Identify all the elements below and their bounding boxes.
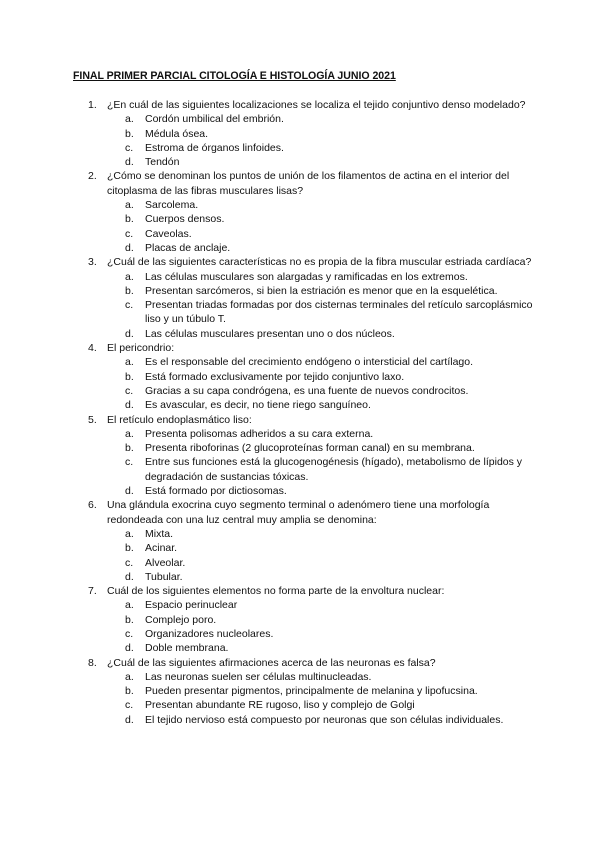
answer-option — [107, 698, 540, 712]
question-number: 4. — [88, 342, 97, 355]
option-letter: a. — [125, 527, 134, 540]
option-letter: c. — [125, 699, 134, 712]
option-list — [107, 270, 540, 341]
question-number: 7. — [88, 585, 97, 598]
option-text: Alveolar. — [145, 556, 186, 569]
answer-option — [107, 127, 540, 141]
question-number: 3. — [88, 256, 97, 269]
answer-option — [107, 398, 540, 412]
option-letter: b. — [125, 685, 134, 698]
answer-option — [107, 355, 540, 369]
option-letter: a. — [125, 270, 134, 283]
option-letter: b. — [125, 284, 134, 297]
option-text: Placas de anclaje. — [145, 241, 231, 254]
answer-option — [107, 284, 540, 298]
question-item — [73, 341, 540, 412]
option-letter: b. — [125, 442, 134, 455]
answer-option — [107, 212, 540, 226]
option-text: Presentan sarcómeros, si bien la estriación es menor que en la esquelética. — [145, 284, 498, 297]
question-item — [73, 413, 540, 499]
option-text: Gracias a su capa condrógena, es una fuente de nuevos condrocitos. — [145, 384, 469, 397]
answer-option — [107, 441, 540, 455]
page-title: FINAL PRIMER PARCIAL CITOLOGÍA E HISTOLOGÍA JUNIO 2021 — [73, 70, 396, 82]
question-text: ¿En cuál de las siguientes localizaciones se localiza el tejido conjuntivo denso modelado? — [107, 99, 526, 111]
option-list — [107, 427, 540, 498]
option-letter: d. — [125, 642, 134, 655]
option-letter: b. — [125, 127, 134, 140]
question-text: Una glándula exocrina cuyo segmento terminal o adenómero tiene una morfología redondeada con una luz central muy amplia se denomina: — [107, 499, 490, 526]
answer-option — [107, 541, 540, 555]
question-item — [73, 584, 540, 655]
option-text: Es avascular, es decir, no tiene riego sanguíneo. — [145, 399, 371, 412]
option-letter: a. — [125, 199, 134, 212]
question-number: 6. — [88, 499, 97, 512]
answer-option — [107, 198, 540, 212]
answer-option — [107, 641, 540, 655]
answer-option — [107, 112, 540, 126]
option-text: Médula ósea. — [145, 127, 209, 140]
option-letter: c. — [125, 384, 134, 397]
option-text: Presentan abundante RE rugoso, liso y complejo de Golgi — [145, 699, 415, 712]
option-text: Es el responsable del crecimiento endógeno o intersticial del cartílago. — [145, 356, 474, 369]
answer-option — [107, 484, 540, 498]
question-text: ¿Cuál de las siguientes características no es propia de la fibra muscular estriada cardíaca? — [107, 256, 532, 269]
question-number: 2. — [88, 170, 97, 183]
answer-option — [107, 570, 540, 584]
answer-option — [107, 684, 540, 698]
option-letter: a. — [125, 670, 134, 683]
question-number: 1. — [88, 99, 97, 111]
answer-option — [107, 155, 540, 169]
option-text: Las células musculares son alargadas y ramificadas en los extremos. — [145, 270, 468, 283]
option-text: Cordón umbilical del embrión. — [145, 113, 284, 126]
answer-option — [107, 527, 540, 541]
option-letter: c. — [125, 456, 134, 469]
option-letter: a. — [125, 427, 134, 440]
question-item — [73, 255, 540, 341]
answer-option — [107, 427, 540, 441]
option-text: Entre sus funciones está la glucogenogénesis (hígado), metabolismo de lípidos y degradación de sustancias tóxicas. — [145, 456, 523, 483]
answer-option — [107, 384, 540, 398]
answer-option — [107, 270, 540, 284]
option-letter: d. — [125, 570, 134, 583]
option-letter: b. — [125, 613, 134, 626]
option-letter: a. — [125, 599, 134, 612]
option-letter: c. — [125, 556, 134, 569]
option-text: Cuerpos densos. — [145, 213, 225, 226]
option-text: Complejo poro. — [145, 613, 217, 626]
question-text: ¿Cuál de las siguientes afirmaciones acerca de las neuronas es falsa? — [107, 656, 436, 669]
question-text: ¿Cómo se denominan los puntos de unión de los filamentos de actina en el interior del citoplasma de las fibras musculares lisas? — [107, 170, 510, 197]
option-letter: b. — [125, 213, 134, 226]
question-number: 5. — [88, 413, 97, 426]
option-letter: a. — [125, 113, 134, 126]
option-list — [107, 527, 540, 584]
option-list — [107, 670, 540, 727]
answer-option — [107, 556, 540, 570]
option-text: El tejido nervioso está compuesto por neuronas que son células individuales. — [145, 713, 504, 726]
answer-option — [107, 627, 540, 641]
option-list — [107, 112, 540, 169]
option-letter: b. — [125, 542, 134, 555]
option-text: Está formado por dictiosomas. — [145, 485, 287, 498]
answer-option — [107, 598, 540, 612]
question-item — [73, 169, 540, 255]
option-letter: d. — [125, 399, 134, 412]
option-letter: c. — [125, 627, 134, 640]
option-text: Está formado exclusivamente por tejido conjuntivo laxo. — [145, 370, 405, 383]
option-letter: c. — [125, 141, 134, 154]
option-text: Pueden presentar pigmentos, principalmente de melanina y lipofucsina. — [145, 685, 478, 698]
option-text: Mixta. — [145, 527, 174, 540]
option-list — [107, 355, 540, 412]
option-list — [107, 598, 540, 655]
option-text: Las células musculares presentan uno o dos núcleos. — [145, 327, 395, 340]
question-text: El pericondrio: — [107, 342, 175, 355]
answer-option — [107, 141, 540, 155]
answer-option — [107, 670, 540, 684]
question-text: El retículo endoplasmático liso: — [107, 413, 252, 426]
answer-option — [107, 241, 540, 255]
question-item — [73, 498, 540, 584]
option-text: Las neuronas suelen ser células multinucleadas. — [145, 670, 372, 683]
option-text: Organizadores nucleolares. — [145, 627, 274, 640]
question-text: Cuál de los siguientes elementos no forma parte de la envoltura nuclear: — [107, 585, 445, 598]
option-text: Presenta polisomas adheridos a su cara externa. — [145, 427, 374, 440]
answer-option — [107, 327, 540, 341]
question-item — [73, 98, 540, 169]
option-text: Presenta riboforinas (2 glucoproteínas forman canal) en su membrana. — [145, 442, 475, 455]
option-letter: d. — [125, 713, 134, 726]
question-item — [73, 656, 540, 727]
option-letter: d. — [125, 241, 134, 254]
answer-option — [107, 227, 540, 241]
option-letter: c. — [125, 227, 134, 240]
option-letter: b. — [125, 370, 134, 383]
option-text: Tubular. — [145, 570, 183, 583]
answer-option — [107, 370, 540, 384]
option-letter: a. — [125, 356, 134, 369]
option-text: Estroma de órganos linfoides. — [145, 141, 284, 154]
option-text: Tendón — [145, 156, 180, 169]
option-text: Caveolas. — [145, 227, 192, 240]
option-text: Doble membrana. — [145, 642, 229, 655]
question-number: 8. — [88, 656, 97, 669]
option-text: Acinar. — [145, 542, 178, 555]
answer-option — [107, 613, 540, 627]
option-list — [107, 198, 540, 255]
option-text: Sarcolema. — [145, 199, 199, 212]
option-letter: d. — [125, 156, 134, 169]
answer-option — [107, 298, 540, 327]
option-letter: c. — [125, 299, 134, 312]
answer-option — [107, 713, 540, 727]
option-text: Espacio perinuclear — [145, 599, 238, 612]
option-text: Presentan triadas formadas por dos cisternas terminales del retículo sarcoplásmico liso y un túbulo T. — [145, 299, 533, 326]
option-letter: d. — [125, 485, 134, 498]
option-letter: d. — [125, 327, 134, 340]
question-list — [73, 98, 540, 727]
answer-option — [107, 455, 540, 484]
